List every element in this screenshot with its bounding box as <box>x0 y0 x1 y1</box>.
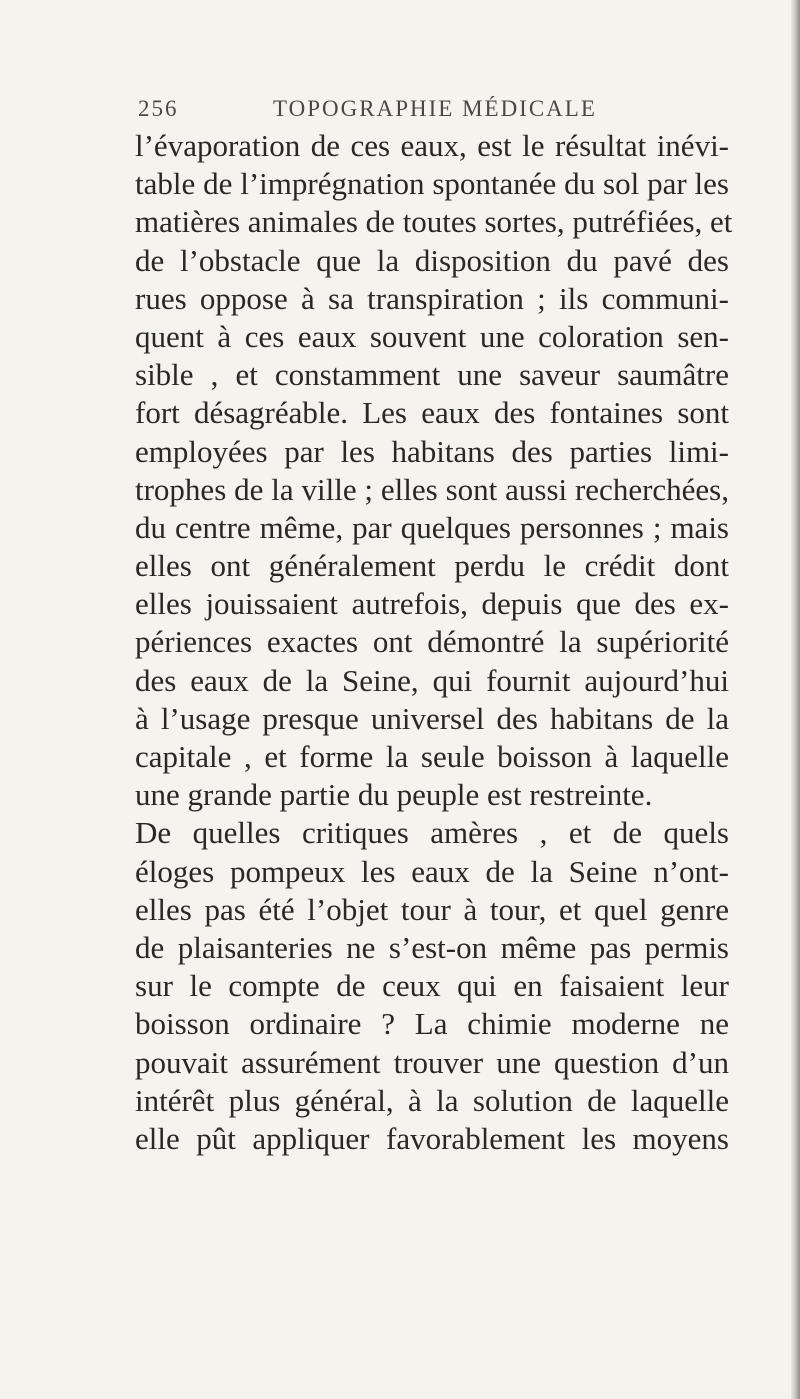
text-line: trophes de la ville ; elles sont aussi recherchées, <box>135 471 729 507</box>
text-line: de l’obstacle que la disposition du pavé des <box>135 242 729 278</box>
text-line: boisson ordinaire ? La chimie moderne ne <box>135 1006 729 1042</box>
page-edge-shadow <box>791 0 800 1399</box>
text-line: pouvait assurément trouver une question d’un <box>135 1044 729 1080</box>
text-line: rues oppose à sa transpiration ; ils communi- <box>135 280 729 316</box>
text-line: périences exactes ont démontré la supériorité <box>135 624 729 660</box>
page-number: 256 <box>138 96 179 121</box>
text-line: sur le compte de ceux qui en faisaient leur <box>135 968 729 1004</box>
text-line: elles jouissaient autrefois, depuis que des ex- <box>135 586 729 622</box>
text-line: éloges pompeux les eaux de la Seine n’ont- <box>135 853 729 889</box>
text-line: elles pas été l’objet tour à tour, et quel genre <box>135 891 729 927</box>
text-line: sible , et constamment une saveur saumâtre <box>135 357 729 393</box>
text-line: employées par les habitans des parties limi- <box>135 433 729 469</box>
text-line: elle pût appliquer favorablement les moyens <box>135 1120 729 1156</box>
text-line: matières animales de toutes sortes, putréfiées, et <box>135 204 733 240</box>
text-line: une grande partie du peuple est restreinte. <box>135 777 653 813</box>
text-line: l’évaporation de ces eaux, est le résultat inévi- <box>135 128 729 163</box>
text-line: du centre même, par quelques personnes ; mais <box>135 509 729 545</box>
running-title: TOPOGRAPHIE MÉDICALE <box>273 96 597 121</box>
text-line: De quelles critiques amères , et de quels <box>135 815 729 851</box>
text-line: des eaux de la Seine, qui fournit aujourd’hui <box>135 662 729 698</box>
text-line: de plaisanteries ne s’est-on même pas permis <box>135 929 729 965</box>
text-line: table de l’imprégnation spontanée du sol par les <box>135 166 729 202</box>
page-header <box>138 96 718 130</box>
text-line: fort désagréable. Les eaux des fontaines sont <box>135 395 729 431</box>
text-line: quent à ces eaux souvent une coloration sen- <box>135 318 729 354</box>
body-text <box>135 127 733 1158</box>
text-line: capitale , et forme la seule boisson à laquelle <box>135 739 729 774</box>
text-line: elles ont généralement perdu le crédit dont <box>135 548 729 584</box>
text-line: à l’usage presque universel des habitans de la <box>135 700 729 736</box>
text-line: intérêt plus général, à la solution de laquelle <box>135 1082 729 1118</box>
